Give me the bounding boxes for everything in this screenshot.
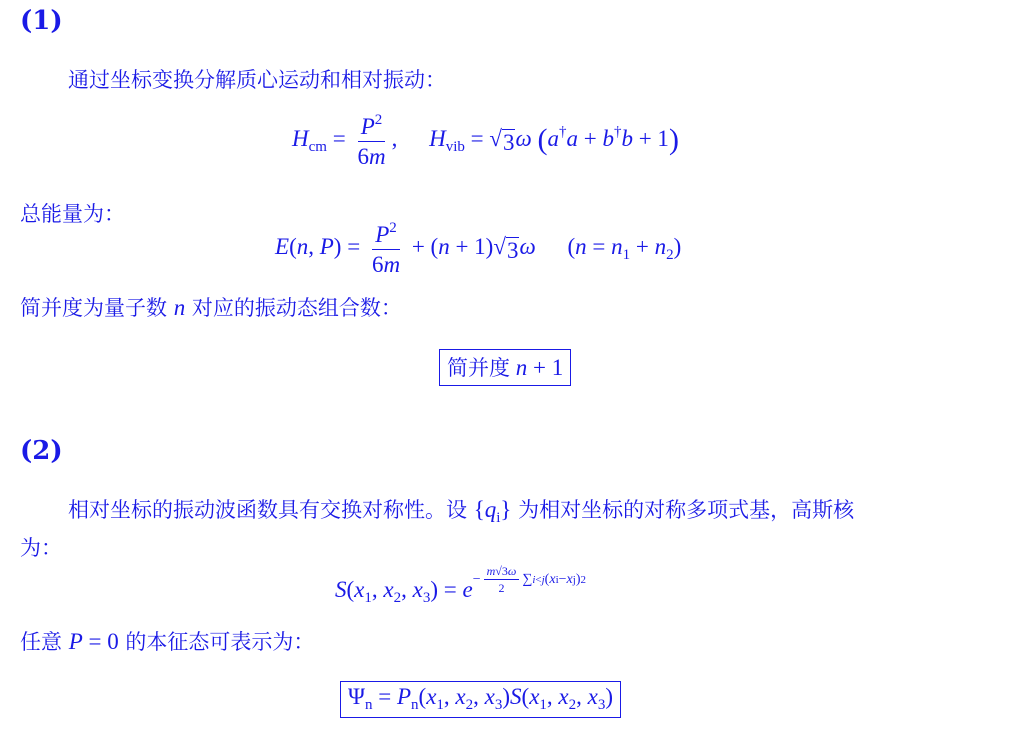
degeneracy-variable: n xyxy=(173,295,186,320)
eigenstate-label-after: 的本征态可表示为： xyxy=(118,630,315,654)
gaussian-kernel-equation: $S(x_1$, $x_2$, $x_3) = e-$ $\frac{m√3\omega}{2}$ ∑ i<j ( x i − x j ) 2 xyxy=(335,564,586,607)
degeneracy-label xyxy=(20,292,402,322)
section-2-intro-line2: 为： xyxy=(20,536,62,560)
eigenstate-label: 任意 P = 0 的本征态可表示为： xyxy=(20,629,315,654)
section-1-intro: 通过坐标变换分解质心运动和相对振动： xyxy=(68,68,446,92)
energy-equation: E(n, P) = $\frac{P^2}{6m}$ + (n + 1) √ 3 ω $(n = n_1 + n_2)$ xyxy=(275,220,682,278)
eigenstate-label-before: 任意 xyxy=(20,630,69,654)
hamiltonian-equation: $H_{cm}$ = $\frac{P^2}{6m}$ , $H_{vib}$ = √ 3 ω (a†a + b†b + 1) xyxy=(292,112,679,170)
degeneracy-label-before: 简并度为量子数 xyxy=(20,296,174,320)
section-2-intro-line1: 相对坐标的振动波函数具有交换对称性。设 $\{q_i\}$ 为相对坐标的对称多项式基，高斯核 xyxy=(68,497,855,526)
total-energy-label: 总能量为： xyxy=(20,202,125,226)
section-2-heading: (2) xyxy=(20,436,63,466)
eigenstate-result-box: $\Psi_n = P_n(x_1$, $x_2$, $x_3)S(x_1$, $x_2$, $x_3$) xyxy=(340,681,621,718)
degeneracy-result-box: 简并度 n + 1 xyxy=(439,349,571,386)
intro-line1-after: 为相对坐标的对称多项式基，高斯核 xyxy=(511,498,855,522)
degeneracy-label-after: 对应的振动态组合数： xyxy=(185,296,402,320)
intro-line1-before: 相对坐标的振动波函数具有交换对称性。设 xyxy=(68,498,474,522)
section-1-heading: (1) xyxy=(20,6,63,36)
degeneracy-result-text: 简并度 xyxy=(447,356,510,380)
